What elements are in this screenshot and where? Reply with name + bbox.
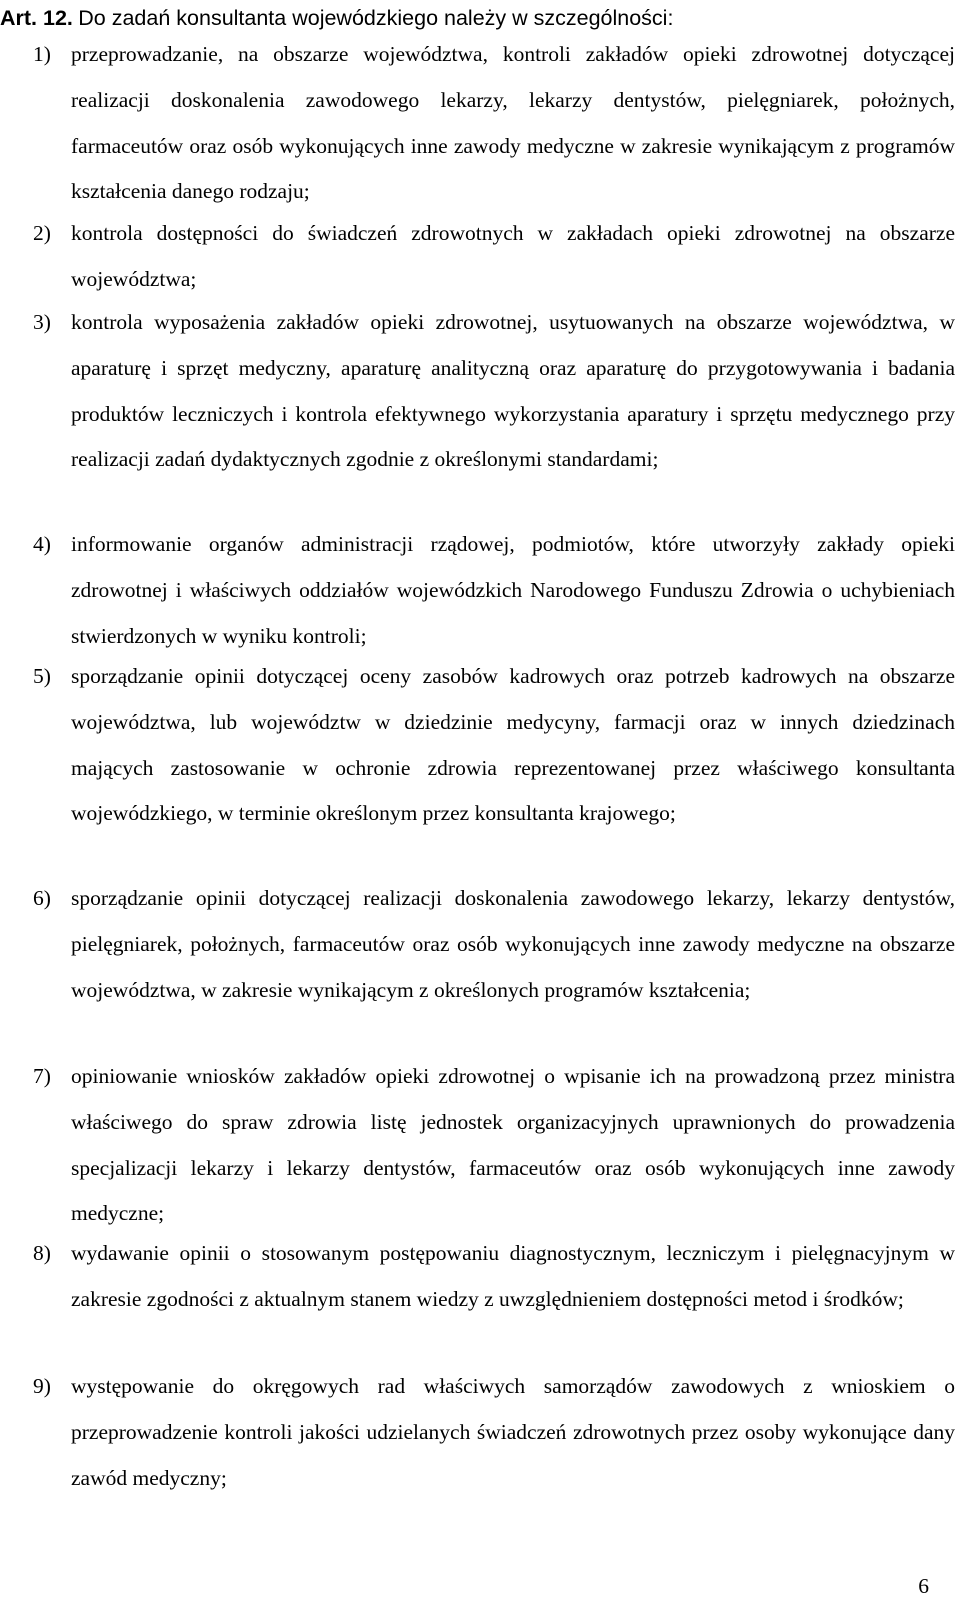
item-text: kontrola wyposażenia zakładów opieki zdrowotnej, usytuowanych na obszarze województwa, w aparaturę i sprzęt medyczny, aparaturę analityczną oraz aparaturę do przygotowywania i badania produktów leczniczych i kontrola efektywnego wykorzystania aparatury i sprzętu medycznego przy realizacji zadań dydaktycznych zgodnie z określonymi standardami;	[71, 310, 955, 472]
article-heading	[0, 0, 673, 36]
item-number: 7)	[33, 1064, 51, 1088]
item-number: 3)	[33, 310, 51, 334]
item-number: 9)	[33, 1374, 51, 1398]
article-intro: Do zadań konsultanta wojewódzkiego należy w szczególności:	[78, 6, 674, 30]
item-number: 2)	[33, 221, 51, 245]
item-text: wydawanie opinii o stosowanym postępowaniu diagnostycznym, leczniczym i pielęgnacyjnym w zakresie zgodności z aktualnym stanem wiedzy z uwzględnieniem dostępności metod i środków;	[71, 1241, 955, 1311]
item-number: 6)	[33, 886, 51, 910]
item-text: kontrola dostępności do świadczeń zdrowotnych w zakładach opieki zdrowotnej na obszarze województwa;	[71, 221, 955, 291]
item-text: informowanie organów administracji rządowej, podmiotów, które utworzyły zakłady opieki zdrowotnej i właściwych oddziałów wojewódzkich Narodowego Funduszu Zdrowia o uchybieniach stwierdzonych w wyniku kontroli;	[71, 532, 955, 648]
article-label: Art. 12.	[0, 6, 73, 30]
item-number: 4)	[33, 532, 51, 556]
item-number: 5)	[33, 664, 51, 688]
item-number: 8)	[33, 1241, 51, 1265]
item-text: przeprowadzanie, na obszarze województwa, kontroli zakładów opieki zdrowotnej dotyczącej realizacji doskonalenia zawodowego lekarzy, lekarzy dentystów, pielęgniarek, położnych, farmaceutów oraz osób wykonujących inne zawody medyczne w zakresie wynikającym z programów kształcenia danego rodzaju;	[71, 42, 955, 204]
item-text: opiniowanie wniosków zakładów opieki zdrowotnej o wpisanie ich na prowadzoną przez ministra właściwego do spraw zdrowia listę jednostek organizacyjnych uprawnionych do prowadzenia specjalizacji lekarzy i lekarzy dentystów, farmaceutów oraz osób wykonujących inne zawody medyczne;	[71, 1064, 955, 1226]
page-number: 6	[918, 1574, 929, 1598]
item-number: 1)	[33, 42, 51, 66]
item-text: sporządzanie opinii dotyczącej realizacji doskonalenia zawodowego lekarzy, lekarzy dentystów, pielęgniarek, położnych, farmaceutów oraz osób wykonujących inne zawody medyczne na obszarze województwa, w zakresie wynikającym z określonych programów kształcenia;	[71, 886, 955, 1002]
item-text: sporządzanie opinii dotyczącej oceny zasobów kadrowych oraz potrzeb kadrowych na obszarze województwa, lub województw w dziedzinie medycyny, farmacji oraz w innych dziedzinach mających zastosowanie w ochronie zdrowia reprezentowanej przez właściwego konsultanta wojewódzkiego, w terminie określonym przez konsultanta krajowego;	[71, 664, 955, 826]
item-text: występowanie do okręgowych rad właściwych samorządów zawodowych z wnioskiem o przeprowadzenie kontroli jakości udzielanych świadczeń zdrowotnych przez osoby wykonujące dany zawód medyczny;	[71, 1374, 955, 1490]
